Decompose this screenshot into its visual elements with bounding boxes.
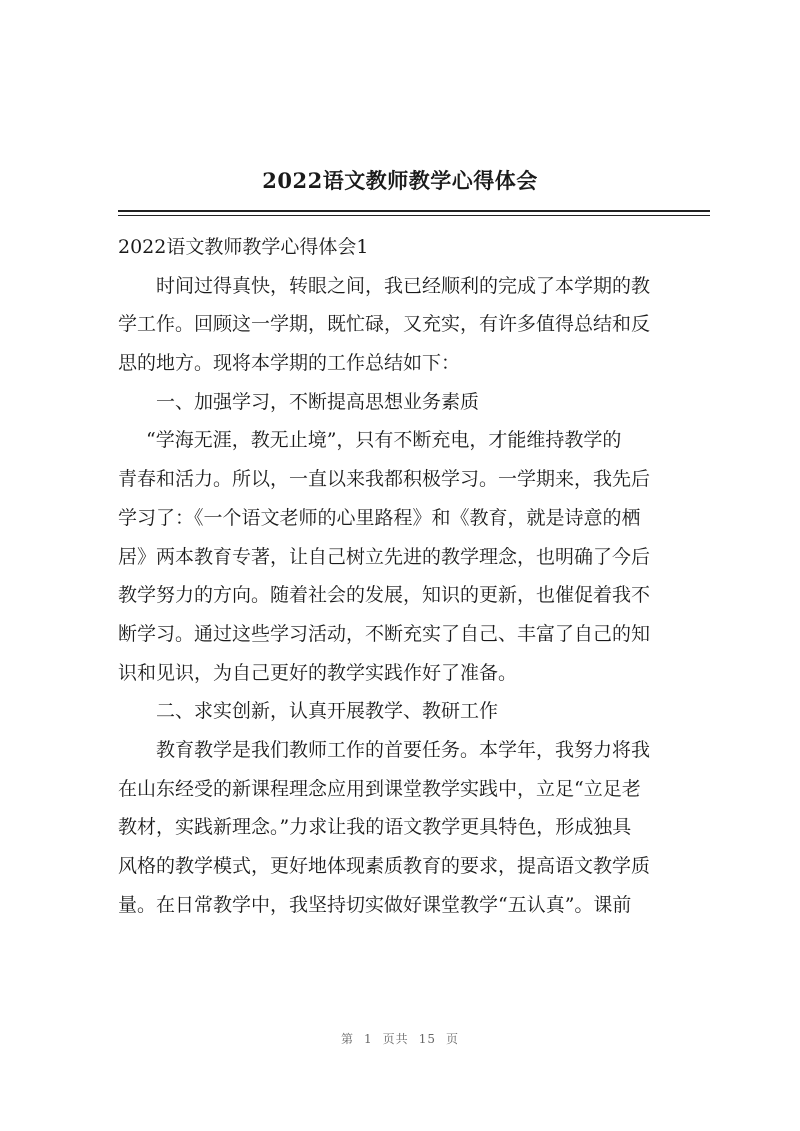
- subsection-heading: 一、加强学习，不断提高思想业务素质: [156, 390, 480, 413]
- page-footer: [0, 1030, 800, 1047]
- footer-label: 页: [445, 1032, 459, 1046]
- title-rule-thick: [118, 210, 710, 212]
- body-line: 思的地方。现将本学期的工作总结如下：: [118, 352, 461, 375]
- title-rule-thin: [118, 215, 710, 216]
- footer-total-pages: 15: [418, 1032, 436, 1046]
- body-line: 教材，实践新理念。”力求让我的语文教学更具特色，形成独具: [118, 816, 632, 839]
- subsection-heading: 二、求实创新，认真开展教学、教研工作: [156, 700, 499, 723]
- document-body: [118, 228, 710, 924]
- footer-page-number: 1: [364, 1032, 373, 1046]
- body-line: “学海无涯，教无止境”，只有不断充电，才能维持教学的: [146, 429, 622, 452]
- body-line: 学工作。回顾这一学期，既忙碌，又充实，有许多值得总结和反: [118, 313, 651, 336]
- body-line: 居》两本教育专著，让自己树立先进的教学理念，也明确了今后: [118, 545, 651, 568]
- body-line: 识和见识，为自己更好的教学实践作好了准备。: [118, 661, 518, 684]
- body-line: 断学习。通过这些学习活动，不断充实了自己、丰富了自己的知: [118, 622, 651, 645]
- body-line: 风格的教学模式，更好地体现素质教育的要求，提高语文教学质: [118, 855, 651, 877]
- body-line: 在山东经受的新课程理念应用到课堂教学实践中，立足“立足老: [118, 777, 641, 800]
- body-line: 教学努力的方向。随着社会的发展，知识的更新，也催促着我不: [118, 584, 651, 607]
- footer-label: 页共: [382, 1032, 409, 1046]
- document-title: 2022语文教师教学心得体会: [262, 168, 538, 193]
- section-heading: 2022语文教师教学心得体会1: [118, 236, 369, 258]
- body-line: 学习了：《一个语文老师的心里路程》和《教育，就是诗意的栖: [118, 506, 641, 529]
- body-line: 青春和活力。所以，一直以来我都积极学习。一学期来，我先后: [118, 468, 651, 491]
- body-line: 时间过得真快，转眼之间，我已经顺利的完成了本学期的教: [156, 274, 651, 297]
- footer-label: 第: [341, 1032, 355, 1046]
- body-line: 教育教学是我们教师工作的首要任务。本学年，我努力将我: [156, 738, 651, 761]
- body-line: 量。在日常教学中，我坚持切实做好课堂教学“五认真”。课前: [118, 893, 632, 916]
